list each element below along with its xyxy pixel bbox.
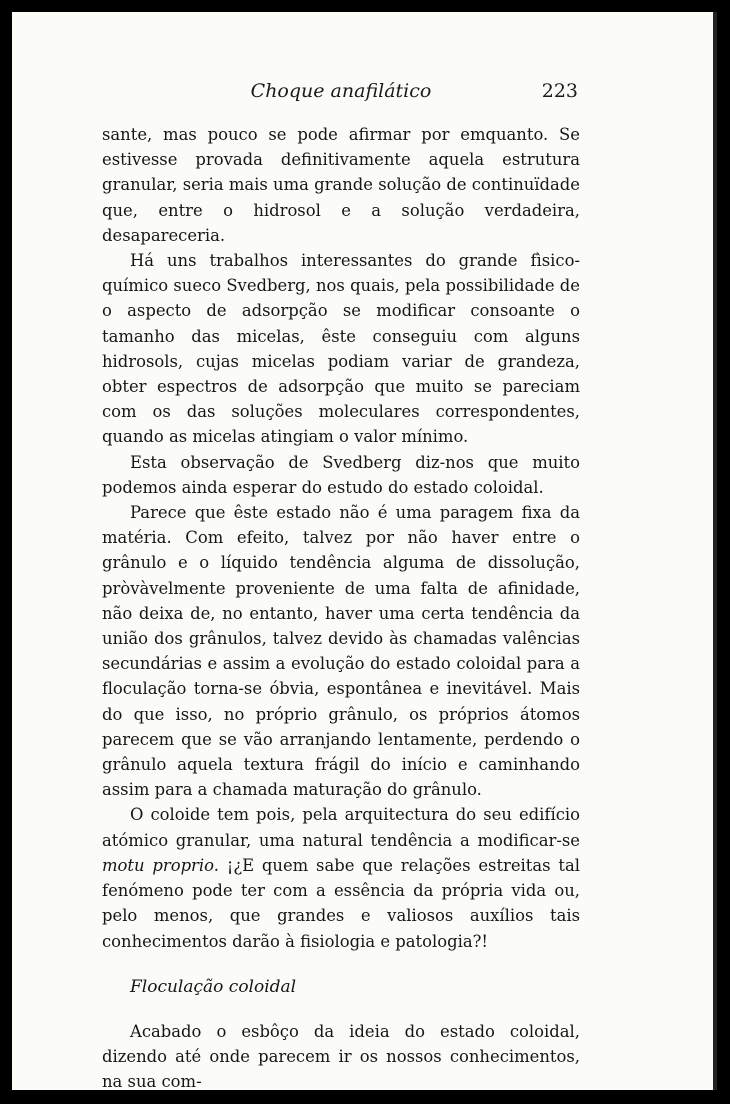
scan-border-left <box>10 10 12 1092</box>
paragraph-text-after: ¡¿E quem sabe que relações estreitas tal fenómeno pode ter com a essência da própria vida ou, pelo menos, que grandes e valiosos auxílios tais conhecimentos darão à fisiologia e patologia?! <box>102 855 580 951</box>
page-number: 223 <box>541 80 578 102</box>
book-page <box>10 10 717 1092</box>
paragraph-text-before: O coloide tem pois, pela arquitectura do seu edifício atómico granular, uma natural tendência a modificar-se <box>102 805 580 850</box>
page-header <box>102 78 580 106</box>
paragraph-continuation: sante, mas pouco se pode afirmar por emquanto. Se estivesse provada definitivamente aquela estrutura granular, seria mais uma grande solução de continuïdade que, entre o hidrosol e a solução verdadeira, desapareceria. <box>102 125 580 245</box>
section-heading: Floculação coloidal <box>130 976 297 997</box>
paragraph-section-start: Acabado o esbôço da ideia do estado coloidal, dizendo até onde parecem ir os nossos conhecimentos, na sua com- <box>102 1021 580 1092</box>
latin-phrase: motu proprio. <box>102 855 219 875</box>
paragraph-colloid-state: Parece que êste estado não é uma paragem fixa da matéria. Com efeito, talvez por não haver entre o grânulo e o líquido tendência alguma de dissolução, pròvàvelmente proveniente de uma falta de afinidade, não deixa de, no entanto, haver uma certa tendência da união dos grânulos, talvez devido às chamadas valências secundárias e assim a evolução do estado coloidal para a floculação torna-se óbvia, espontânea e inevitável. Mais do que isso, no próprio grânulo, os próprios átomos parecem que se vão arranjando lentamente, perdendo o grânulo aquela textura frágil do início e caminhando assim para a chamada maturação do grânulo. <box>102 503 580 800</box>
page-body <box>102 122 580 1095</box>
running-title: Choque anafilático <box>250 80 432 102</box>
scan-border-top <box>10 10 717 12</box>
paragraph-colloid-architecture <box>102 802 580 953</box>
paragraph-svedberg-work: Há uns trabalhos interessantes do grande fìsico-químico sueco Svedberg, nos quais, pela possibilidade de o aspecto de adsorpção se modificar consoante o tamanho das micelas, êste conseguiu com alguns hidrosols, cujas micelas podiam variar de grandeza, obter espectros de adsorpção que muito se pareciam com os das soluções moleculares correspondentes, quando as micelas atingiam o valor mínimo. <box>102 251 580 447</box>
paragraph-svedberg-observation: Esta observação de Svedberg diz-nos que muito podemos ainda esperar do estudo do estado coloidal. <box>102 452 580 497</box>
